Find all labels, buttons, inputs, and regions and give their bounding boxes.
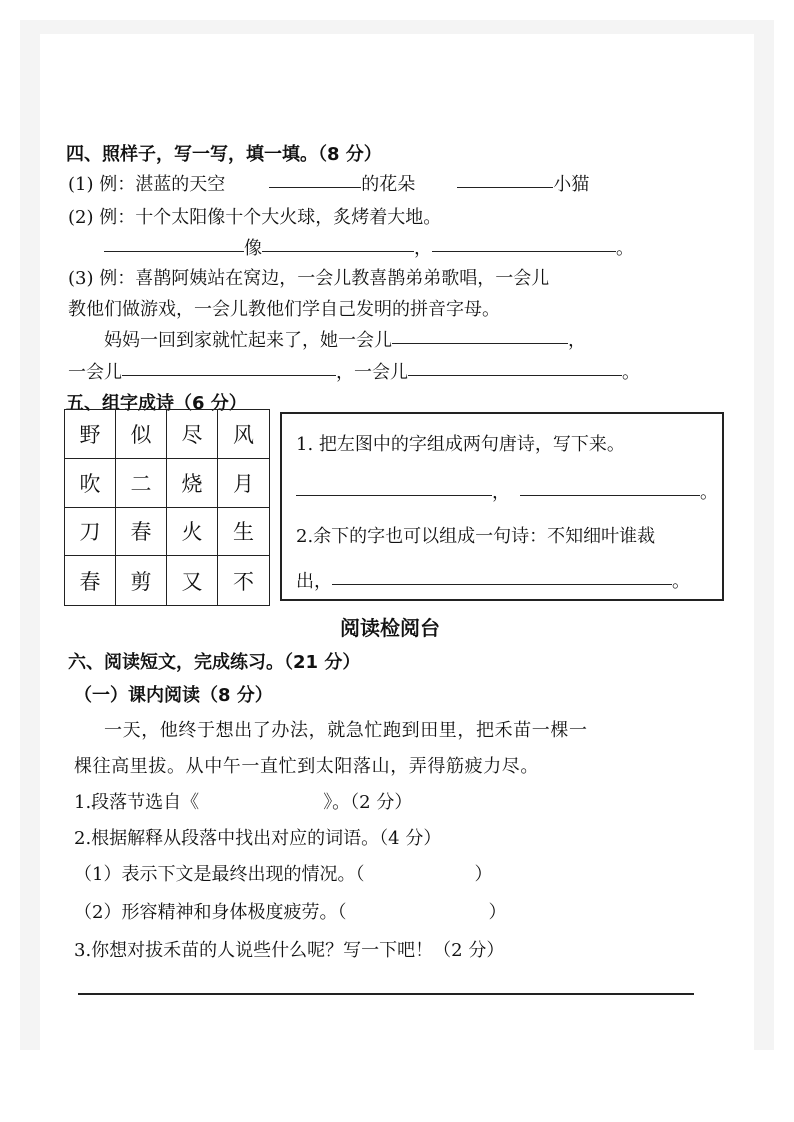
grid-cell: 似	[116, 410, 167, 459]
s4-q2-answer-line	[104, 234, 634, 260]
s4-q2-example: (2) 例：十个太阳像十个大火球，炙烤着大地。	[68, 207, 442, 228]
s4-q1-prefix: (1) 例：湛蓝的天空	[68, 174, 226, 195]
s4-q2-like: 像	[244, 238, 262, 259]
s4-q3-blank-3[interactable]	[408, 374, 622, 376]
s4-q2-blank-3[interactable]	[432, 250, 616, 252]
s4-q3-line4a: 一会儿	[68, 362, 122, 383]
s6-q2-2	[74, 898, 506, 924]
s6-passage-line2: 棵往高里拔。从中午一直忙到太阳落山，弄得筋疲力尽。	[74, 756, 539, 777]
grid-cell: 不	[233, 569, 254, 594]
character-grid	[64, 409, 270, 606]
s4-q1-blank-1[interactable]	[269, 186, 361, 188]
s6-q2-2-close: ）	[488, 902, 507, 923]
grid-cell: 吹	[65, 459, 116, 508]
s4-q2-blank-2[interactable]	[262, 250, 414, 252]
s4-q3-period: 。	[622, 362, 640, 383]
s5-q1-comma: ，	[492, 482, 510, 503]
grid-cell: 春	[65, 556, 116, 605]
s6-q1-a: 1.段落节选自《	[74, 792, 200, 813]
s4-q3-line1: (3) 例：喜鹊阿姨站在窝边，一会儿教喜鹊弟弟歌唱，一会儿	[68, 268, 550, 289]
grid-cell: 野	[65, 410, 116, 459]
grid-cell: 月	[218, 459, 269, 508]
s4-q3-line3-text: 妈妈一回到家就忙起来了，她一会儿	[104, 330, 392, 351]
s5-q1-blank-1[interactable]	[296, 494, 492, 496]
s4-q2-comma: ，	[414, 238, 432, 259]
s5-q2-line1: 2.余下的字也可以组成一句诗：不知细叶谁裁	[296, 526, 656, 547]
grid-cell: 剪	[116, 556, 167, 605]
s4-q3-comma: ，	[568, 330, 586, 351]
s6-q2-1-close: ）	[474, 864, 493, 885]
s6-passage-line1: 一天，他终于想出了办法，就急忙跑到田里，把禾苗一棵一	[104, 720, 588, 741]
s6-q2-1	[74, 860, 492, 886]
s6-q2-1-text: （1）表示下文是最终出现的情况。（	[74, 864, 365, 885]
s6-q2-2-text: （2）形容精神和身体极度疲劳。（	[74, 902, 347, 923]
s4-q3-line4b: ，一会儿	[336, 362, 408, 383]
s6-q1	[74, 788, 412, 814]
s4-q1-blank-2[interactable]	[457, 186, 553, 188]
grid-cell: 春	[116, 508, 167, 557]
s4-q1-end: 小猫	[553, 174, 590, 195]
s4-q3-line4	[68, 358, 640, 384]
s4-q2-period: 。	[616, 238, 634, 259]
s4-q3-line2: 教他们做游戏，一会儿教他们学自己发明的拼音字母。	[68, 299, 500, 320]
s5-q1-answer-line	[296, 478, 718, 504]
s5-q2-period: 。	[672, 571, 690, 592]
grid-cell: 烧	[167, 459, 218, 508]
s6-q3: 3.你想对拔禾苗的人说些什么呢？写一下吧！（2 分）	[74, 940, 505, 961]
reading-section-title: 阅读检阅台	[340, 616, 440, 640]
s5-q2-blank[interactable]	[332, 583, 672, 585]
s4-q3-blank-1[interactable]	[392, 342, 568, 344]
s5-q1-blank-2[interactable]	[520, 494, 700, 496]
s4-q2-blank-1[interactable]	[104, 250, 244, 252]
grid-cell: 二	[116, 459, 167, 508]
s6-q2: 2.根据解释从段落中找出对应的词语。（4 分）	[74, 828, 442, 849]
s4-q3-blank-2[interactable]	[122, 374, 336, 376]
s5-q1: 1. 把左图中的字组成两句唐诗，写下来。	[296, 434, 625, 455]
grid-cell: 尽	[167, 410, 218, 459]
s5-q2-line2-text: 出，	[296, 571, 332, 592]
grid-cell: 刀	[65, 508, 116, 557]
s6-subsection-title: （一）课内阅读（8 分）	[74, 685, 273, 706]
grid-cell: 风	[218, 410, 269, 459]
s4-q1	[68, 170, 589, 196]
section-4-title: 四、照样子，写一写，填一填。（8 分）	[66, 144, 382, 165]
s6-q3-answer-line[interactable]	[78, 993, 694, 995]
s6-q1-b: 》。（2 分）	[323, 792, 413, 813]
section-5-title: 五、组字成诗（6 分）	[66, 393, 247, 414]
grid-cell: 火	[167, 508, 218, 557]
grid-cell: 生	[218, 508, 269, 557]
s4-q1-mid: 的花朵	[361, 174, 416, 195]
s5-q2-line2	[296, 567, 690, 593]
grid-cell: 又	[167, 556, 218, 605]
s5-q1-period: 。	[700, 482, 718, 503]
s4-q3-line3	[104, 326, 586, 352]
section-6-title: 六、阅读短文，完成练习。（21 分）	[68, 652, 361, 673]
